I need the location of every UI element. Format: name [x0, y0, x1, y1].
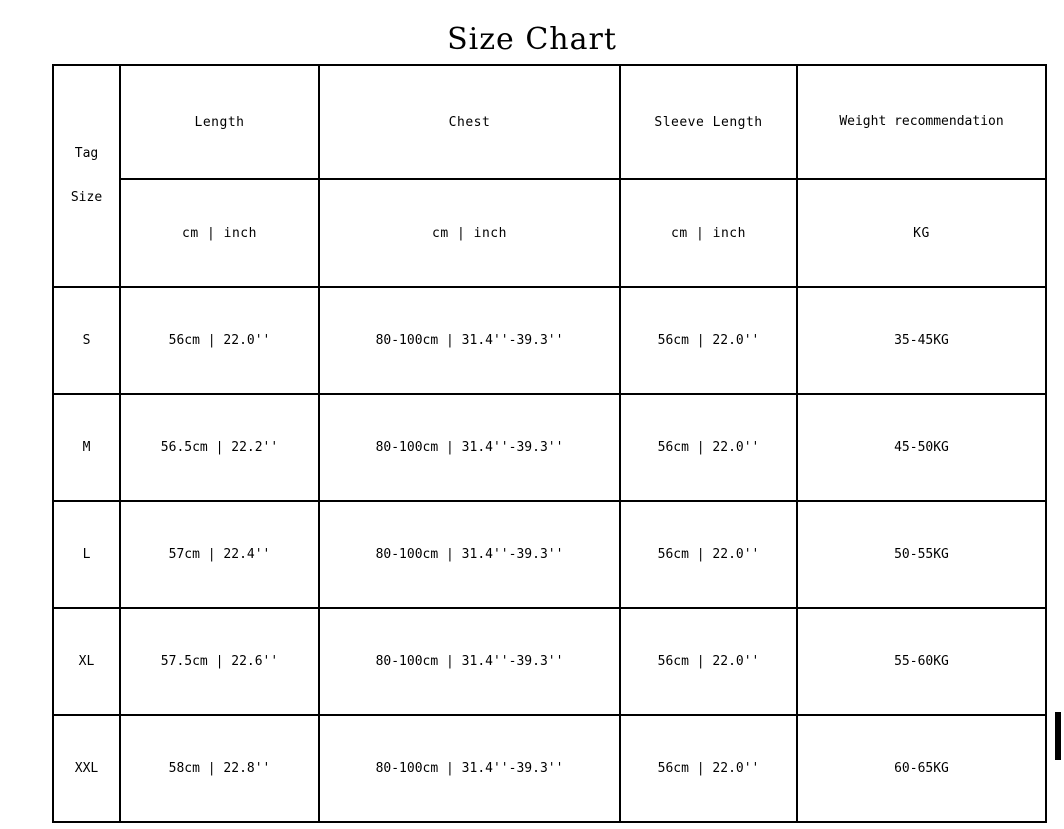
row-chest-value: 80-100cm | 31.4''-39.3'' — [319, 287, 620, 394]
row-sleeve-value: 56cm | 22.0'' — [620, 501, 797, 608]
row-chest-value: 80-100cm | 31.4''-39.3'' — [319, 608, 620, 715]
header-tag-label: Tag — [74, 146, 99, 161]
row-length-value: 57.5cm | 22.6'' — [120, 608, 319, 715]
header-chest: Chest — [319, 65, 620, 179]
row-sleeve-value: 56cm | 22.0'' — [620, 608, 797, 715]
row-length-value: 56.5cm | 22.2'' — [120, 394, 319, 501]
row-length-value: 58cm | 22.8'' — [120, 715, 319, 822]
header-sleeve-length: Sleeve Length — [620, 65, 797, 179]
row-weight-value: 35-45KG — [797, 287, 1046, 394]
table-header-row-units — [53, 179, 1046, 287]
row-weight-value: 45-50KG — [797, 394, 1046, 501]
table-header-row-primary — [53, 65, 1046, 179]
unit-length: cm | inch — [120, 179, 319, 287]
unit-chest: cm | inch — [319, 179, 620, 287]
unit-weight: KG — [797, 179, 1046, 287]
table-row — [53, 394, 1046, 501]
unit-sleeve: cm | inch — [620, 179, 797, 287]
row-sleeve-value: 56cm | 22.0'' — [620, 715, 797, 822]
row-sleeve-value: 56cm | 22.0'' — [620, 394, 797, 501]
row-length-value: 56cm | 22.0'' — [120, 287, 319, 394]
row-weight-value: 60-65KG — [797, 715, 1046, 822]
table-row — [53, 715, 1046, 822]
header-length: Length — [120, 65, 319, 179]
row-chest-value: 80-100cm | 31.4''-39.3'' — [319, 715, 620, 822]
table-row — [53, 287, 1046, 394]
header-size-label: Size — [70, 190, 103, 205]
row-size-label: XXL — [53, 715, 120, 822]
scrollbar-thumb[interactable] — [1055, 712, 1061, 760]
header-tag-size-cell — [53, 65, 120, 287]
row-chest-value: 80-100cm | 31.4''-39.3'' — [319, 501, 620, 608]
row-weight-value: 50-55KG — [797, 501, 1046, 608]
page-title: Size Chart — [447, 22, 617, 57]
header-weight-recommendation: Weight recommendation — [797, 65, 1046, 179]
size-chart-table — [52, 64, 1047, 823]
table-row — [53, 501, 1046, 608]
row-sleeve-value: 56cm | 22.0'' — [620, 287, 797, 394]
row-chest-value: 80-100cm | 31.4''-39.3'' — [319, 394, 620, 501]
row-weight-value: 55-60KG — [797, 608, 1046, 715]
row-size-label: L — [53, 501, 120, 608]
row-size-label: XL — [53, 608, 120, 715]
row-length-value: 57cm | 22.4'' — [120, 501, 319, 608]
row-size-label: S — [53, 287, 120, 394]
row-size-label: M — [53, 394, 120, 501]
table-row — [53, 608, 1046, 715]
